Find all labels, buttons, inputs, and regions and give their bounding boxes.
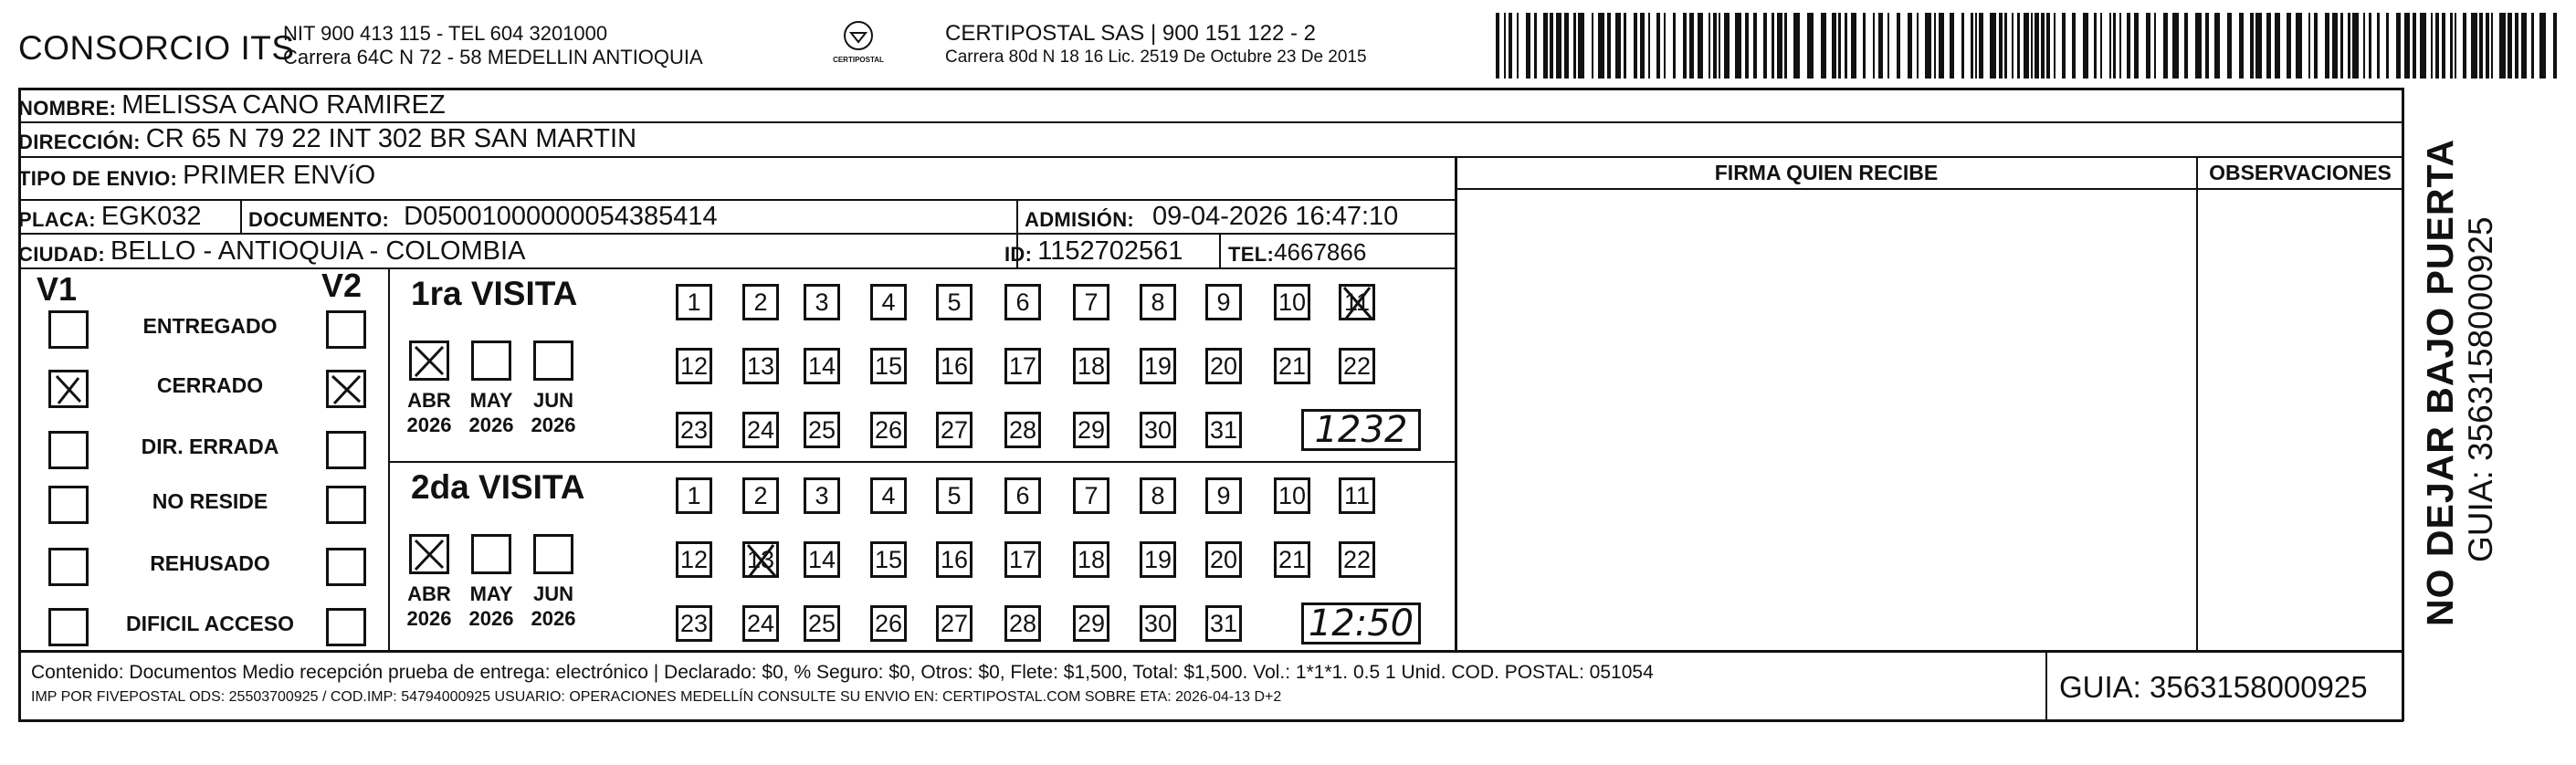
day-number: 9 — [1216, 481, 1231, 509]
day-number: 20 — [1209, 351, 1238, 380]
day-number: 15 — [874, 351, 903, 380]
day-number: 6 — [1015, 288, 1030, 316]
placa-label: PLACA: — [18, 208, 96, 231]
day-number: 31 — [1209, 609, 1238, 637]
month-checkbox[interactable] — [409, 341, 449, 381]
ciudad-label: CIUDAD: — [18, 243, 105, 266]
v2-checkbox[interactable] — [326, 486, 366, 524]
admision-value: 09-04-2026 16:47:10 — [1152, 202, 1399, 231]
tipo-label: TIPO DE ENVIO: — [18, 167, 178, 190]
status-label: CERRADO — [156, 373, 264, 397]
day-box[interactable] — [1004, 348, 1041, 384]
day-box[interactable] — [676, 412, 712, 448]
day-number: 14 — [807, 545, 836, 573]
v1-checkbox[interactable] — [48, 548, 89, 586]
day-box[interactable] — [870, 477, 907, 514]
v2-checkbox[interactable] — [326, 608, 366, 646]
footer-guia: GUIA: 3563158000925 — [2059, 670, 2368, 704]
day-box[interactable] — [1140, 605, 1176, 642]
contenido-line: Contenido: Documentos Medio recepción prueba de entrega: electrónico | Declarado: $0, % Seguro: $0, Otros: $0, Flete: $1,500, Total: $1,500. Vol.: 1*1*1. 0.5 1 Unid. COD. POSTAL: 051054 — [31, 662, 1654, 683]
day-box[interactable] — [742, 348, 779, 384]
month-year: 2026 — [406, 414, 452, 436]
day-box[interactable] — [1004, 284, 1041, 320]
check-x-icon — [329, 372, 363, 405]
direccion-label: DIRECCIÓN: — [18, 131, 141, 153]
day-number: 30 — [1143, 609, 1172, 637]
side-guia: GUIA: 3563158000925 — [2462, 216, 2499, 562]
day-number: 1 — [687, 481, 701, 509]
observaciones-header: OBSERVACIONES — [2209, 161, 2392, 184]
month-checkbox[interactable] — [471, 341, 511, 381]
day-number: 1 — [687, 288, 701, 316]
day-box[interactable] — [1140, 541, 1176, 578]
day-number: 10 — [1277, 288, 1307, 316]
day-number: 16 — [940, 545, 969, 573]
day-number: 5 — [947, 481, 962, 509]
status-label: ENTREGADO — [142, 314, 278, 338]
day-box[interactable] — [1004, 412, 1041, 448]
day-box[interactable] — [1205, 477, 1242, 514]
nombre-value: MELISSA CANO RAMIREZ — [121, 90, 446, 120]
v2-checkbox[interactable] — [326, 310, 366, 349]
day-box[interactable] — [1073, 284, 1109, 320]
v1-checkbox[interactable] — [48, 310, 89, 349]
day-box[interactable] — [742, 412, 779, 448]
day-number: 2 — [753, 288, 768, 316]
row-id — [1004, 236, 1183, 267]
month-name: MAY — [469, 389, 513, 412]
row-documento — [248, 201, 718, 232]
day-number: 16 — [940, 351, 969, 380]
month-name: MAY — [469, 582, 513, 605]
day-number: 6 — [1015, 481, 1030, 509]
day-box[interactable] — [1274, 284, 1310, 320]
day-box[interactable] — [676, 284, 712, 320]
day-box[interactable] — [676, 348, 712, 384]
day-number: 24 — [746, 609, 775, 637]
row-ciudad — [18, 236, 525, 267]
day-number: 12 — [679, 545, 709, 573]
day-box[interactable] — [1339, 541, 1375, 578]
v2-checkbox[interactable] — [326, 370, 366, 408]
day-number: 3 — [815, 288, 829, 316]
day-number: 13 — [746, 351, 775, 380]
day-number: 2 — [753, 481, 768, 509]
day-box[interactable] — [1205, 412, 1242, 448]
placa-value: EGK032 — [100, 202, 202, 231]
tel-label: TEL: — [1228, 243, 1275, 266]
day-box[interactable] — [1140, 348, 1176, 384]
day-number: 11 — [1343, 481, 1371, 509]
day-number: 27 — [940, 415, 969, 444]
day-box[interactable] — [936, 284, 973, 320]
day-box[interactable] — [804, 284, 840, 320]
month-label — [462, 582, 520, 631]
status-label: DIFICIL ACCESO — [125, 612, 294, 635]
day-box[interactable] — [676, 477, 712, 514]
day-number: 17 — [1008, 351, 1037, 380]
direccion-value: CR 65 N 79 22 INT 302 BR SAN MARTIN — [145, 124, 637, 153]
day-number: 3 — [815, 481, 829, 509]
day-box[interactable] — [804, 477, 840, 514]
month-checkbox[interactable] — [471, 534, 511, 574]
day-number: 24 — [746, 415, 775, 444]
day-box[interactable] — [1274, 348, 1310, 384]
ciudad-value: BELLO - ANTIOQUIA - COLOMBIA — [110, 236, 526, 266]
carrier-line: CERTIPOSTAL SAS | 900 151 122 - 2 — [945, 21, 1316, 46]
visit-title: 1ra VISITA — [411, 275, 578, 312]
side-warning: NO DEJAR BAJO PUERTA — [2419, 138, 2461, 626]
day-box[interactable] — [870, 541, 907, 578]
barcode — [1496, 13, 2557, 79]
day-box[interactable] — [1274, 541, 1310, 578]
day-box[interactable] — [1140, 284, 1176, 320]
day-box[interactable] — [804, 605, 840, 642]
day-box[interactable] — [742, 605, 779, 642]
day-number: 29 — [1077, 609, 1106, 637]
day-number: 27 — [940, 609, 969, 637]
day-number: 19 — [1143, 545, 1172, 573]
carrier-info — [945, 22, 1367, 69]
day-box[interactable] — [804, 348, 840, 384]
day-box[interactable] — [804, 412, 840, 448]
day-number: 15 — [874, 545, 903, 573]
day-box[interactable] — [742, 541, 779, 578]
month-label — [524, 388, 583, 437]
day-mark-icon — [1339, 284, 1375, 320]
day-box[interactable] — [936, 541, 973, 578]
v1-checkbox[interactable] — [48, 431, 89, 469]
check-x-icon — [51, 372, 86, 405]
month-label — [524, 582, 583, 631]
day-number: 25 — [807, 609, 836, 637]
visit-title: 2da VISITA — [411, 468, 585, 506]
tel-value: 4667866 — [1274, 238, 1367, 266]
day-number: 4 — [881, 288, 896, 316]
firma-header: FIRMA QUIEN RECIBE — [1714, 161, 1939, 184]
day-box[interactable] — [1073, 412, 1109, 448]
day-number: 25 — [807, 415, 836, 444]
month-year: 2026 — [406, 607, 452, 630]
nombre-label: NOMBRE: — [18, 97, 117, 120]
day-number: 17 — [1008, 545, 1037, 573]
imp-line: IMP POR FIVEPOSTAL ODS: 25503700925 / COD.IMP: 54794000925 USUARIO: OPERACIONES MEDELLÍN CONSULTE SU ENVIO EN: CERTIPOSTAL.COM SOBRE ETA: 2026-04-13 D+2 — [31, 689, 1282, 705]
day-number: 26 — [874, 415, 903, 444]
month-label — [400, 388, 458, 437]
status-label: NO RESIDE — [152, 489, 268, 513]
month-year: 2026 — [531, 607, 576, 630]
hour-box[interactable] — [1301, 603, 1421, 644]
day-box[interactable] — [1205, 605, 1242, 642]
day-box[interactable] — [1073, 477, 1109, 514]
day-box[interactable] — [1073, 605, 1109, 642]
day-number: 4 — [881, 481, 896, 509]
day-box[interactable] — [870, 348, 907, 384]
v2-checkbox[interactable] — [326, 431, 366, 469]
row-tel — [1228, 236, 1366, 267]
day-box[interactable] — [1205, 284, 1242, 320]
day-number: 22 — [1342, 351, 1372, 380]
day-box[interactable] — [1339, 284, 1375, 320]
day-number: 13 — [746, 545, 775, 573]
day-number: 21 — [1277, 351, 1307, 380]
month-checkbox[interactable] — [409, 534, 449, 574]
day-box[interactable] — [936, 605, 973, 642]
carrier-address: Carrera 80d N 18 16 Lic. 2519 De Octubre 23 De 2015 — [945, 47, 1367, 67]
day-box[interactable] — [1004, 477, 1041, 514]
v2-header: V2 — [321, 267, 363, 304]
id-value: 1152702561 — [1037, 236, 1183, 266]
day-number: 11 — [1343, 288, 1371, 316]
status-label: REHUSADO — [150, 551, 270, 575]
day-box[interactable] — [1140, 412, 1176, 448]
day-box[interactable] — [1274, 477, 1310, 514]
row-tipo — [18, 160, 375, 191]
certipostal-logo — [826, 20, 890, 64]
day-number: 23 — [679, 609, 709, 637]
month-checkbox[interactable] — [533, 534, 573, 574]
day-box[interactable] — [870, 412, 907, 448]
month-label — [462, 388, 520, 437]
day-box[interactable] — [742, 477, 779, 514]
check-x-icon — [412, 343, 447, 378]
v1-checkbox[interactable] — [48, 370, 89, 408]
day-box[interactable] — [676, 541, 712, 578]
hour-value: 1232 — [1314, 409, 1408, 451]
day-box[interactable] — [936, 348, 973, 384]
check-x-icon — [412, 537, 447, 571]
v1-checkbox[interactable] — [48, 486, 89, 524]
day-box[interactable] — [870, 605, 907, 642]
company-name: CONSORCIO ITS — [18, 29, 295, 67]
day-box[interactable] — [1339, 348, 1375, 384]
row-admision — [1025, 201, 1398, 232]
day-box[interactable] — [676, 605, 712, 642]
day-number: 19 — [1143, 351, 1172, 380]
month-label — [400, 582, 458, 631]
day-mark-icon — [742, 541, 779, 578]
day-box[interactable] — [1004, 541, 1041, 578]
day-box[interactable] — [804, 541, 840, 578]
day-number: 7 — [1084, 481, 1099, 509]
documento-label: DOCUMENTO: — [248, 208, 390, 231]
day-number: 18 — [1077, 545, 1106, 573]
day-box[interactable] — [1339, 477, 1375, 514]
nit-line: NIT 900 413 115 - TEL 604 3201000 — [283, 22, 608, 45]
documento-value: D05001000000054385414 — [404, 202, 718, 231]
day-number: 22 — [1342, 545, 1372, 573]
company-info — [283, 22, 703, 69]
day-number: 28 — [1008, 609, 1037, 637]
row-direccion — [18, 123, 636, 154]
day-box[interactable] — [742, 284, 779, 320]
day-number: 20 — [1209, 545, 1238, 573]
month-year: 2026 — [468, 607, 514, 630]
day-box[interactable] — [1004, 605, 1041, 642]
hour-box[interactable] — [1301, 409, 1421, 451]
day-box[interactable] — [1073, 348, 1109, 384]
hour-value: 12:50 — [1308, 603, 1414, 644]
day-number: 26 — [874, 609, 903, 637]
day-number: 8 — [1151, 481, 1165, 509]
row-nombre — [18, 89, 446, 121]
v1-checkbox[interactable] — [48, 608, 89, 646]
month-year: 2026 — [531, 414, 576, 436]
day-box[interactable] — [936, 412, 973, 448]
v1-header: V1 — [37, 270, 78, 308]
month-year: 2026 — [468, 414, 514, 436]
day-box[interactable] — [1205, 348, 1242, 384]
day-number: 29 — [1077, 415, 1106, 444]
day-box[interactable] — [1073, 541, 1109, 578]
logo-text: CERTIPOSTAL — [833, 56, 884, 64]
day-box[interactable] — [1205, 541, 1242, 578]
day-number: 30 — [1143, 415, 1172, 444]
day-number: 31 — [1209, 415, 1238, 444]
day-box[interactable] — [1140, 477, 1176, 514]
row-placa — [18, 201, 202, 232]
day-number: 21 — [1277, 545, 1307, 573]
day-number: 10 — [1277, 481, 1307, 509]
day-number: 9 — [1216, 288, 1231, 316]
month-checkbox[interactable] — [533, 341, 573, 381]
month-name: JUN — [532, 582, 573, 605]
status-label: DIR. ERRADA — [141, 435, 279, 458]
id-label: ID: — [1004, 243, 1033, 266]
v2-checkbox[interactable] — [326, 548, 366, 586]
day-number: 7 — [1084, 288, 1099, 316]
day-number: 18 — [1077, 351, 1106, 380]
company-address: Carrera 64C N 72 - 58 MEDELLIN ANTIOQUIA — [283, 46, 703, 68]
day-number: 12 — [679, 351, 709, 380]
logo-emblem-icon — [840, 20, 877, 51]
day-box[interactable] — [870, 284, 907, 320]
day-number: 14 — [807, 351, 836, 380]
day-box[interactable] — [936, 477, 973, 514]
month-name: JUN — [532, 389, 573, 412]
day-number: 5 — [947, 288, 962, 316]
month-name: ABR — [407, 389, 451, 412]
day-number: 28 — [1008, 415, 1037, 444]
day-number: 23 — [679, 415, 709, 444]
tipo-value: PRIMER ENVíO — [183, 161, 376, 190]
day-number: 8 — [1151, 288, 1165, 316]
side-text — [2418, 139, 2500, 626]
admision-label: ADMISIÓN: — [1025, 208, 1135, 231]
month-name: ABR — [407, 582, 451, 605]
